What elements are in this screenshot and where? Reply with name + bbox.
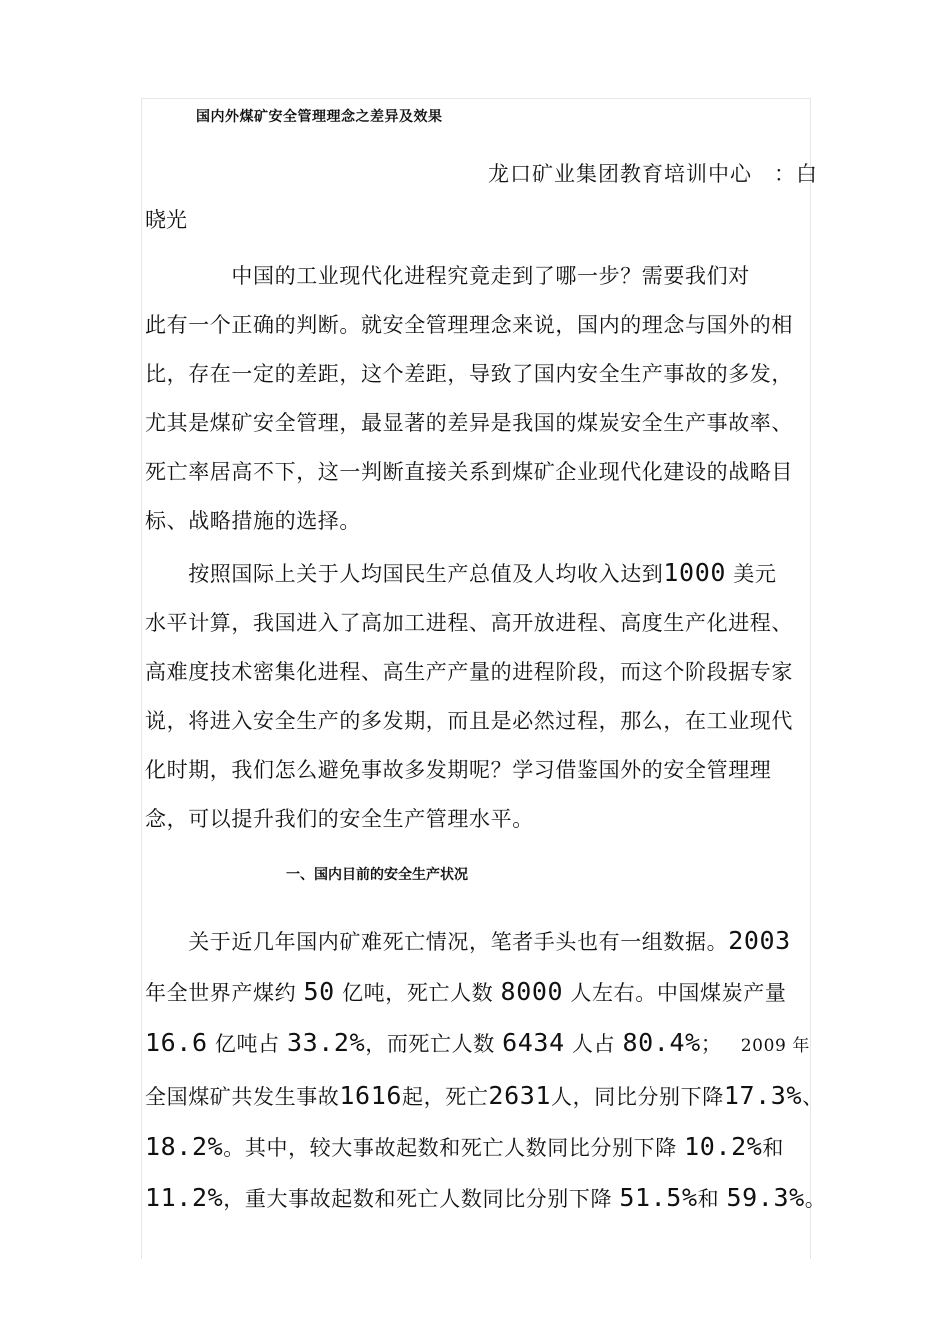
paragraph-2 (145, 548, 815, 844)
paragraph-line (145, 1173, 827, 1224)
paragraph-line (145, 967, 815, 1018)
text-run: 和 (762, 1136, 785, 1160)
text-run: 、 (802, 1085, 824, 1109)
number-run: 33.2% (286, 1028, 366, 1057)
number-run: 18.2% (145, 1132, 224, 1161)
number-run: 8000 (500, 977, 564, 1006)
paragraph-3 (145, 916, 827, 1224)
text-run: 2009 年 (740, 1036, 811, 1056)
text-run: 。其中，较大事故起数和死亡人数同比分别下降 (223, 1136, 685, 1160)
text-run: 人左右。中国煤炭产量 (563, 981, 787, 1005)
number-run: 17.3% (723, 1081, 803, 1110)
number-run: 1000 (663, 558, 727, 587)
paragraph-line: 此有一个正确的判断。就安全管理理念来说，国内的理念与国外的相 (145, 313, 793, 337)
number-run: 16.6 (145, 1028, 208, 1057)
paragraph-line: 中国的工业现代化进程究竟走到了哪一步？需要我们对 (145, 264, 750, 288)
paragraph-line (145, 1071, 824, 1122)
text-run: ，而死亡人数 (365, 1032, 503, 1056)
number-run: 11.2% (145, 1183, 224, 1212)
text-run: 。 (804, 1187, 827, 1211)
number-run: 2631 (488, 1081, 552, 1110)
paragraph-line: 化时期，我们怎么避免事故多发期呢？学习借鉴国外的安全管理理 (145, 758, 772, 782)
document-title: 国内外煤矿安全管理理念之差异及效果 (196, 109, 443, 125)
author-line-continued: 晓光 (145, 208, 187, 232)
text-run: 按照国际上关于人均国民生产总值及人均收入达到 (145, 562, 664, 586)
number-run: 50 (303, 977, 335, 1006)
number-run: 2003 (728, 926, 791, 955)
text-run: 亿吨占 (207, 1032, 287, 1056)
text-run: 起，死亡 (402, 1085, 489, 1109)
text-run: 关于近几年国内矿难死亡情况，笔者手头也有一组数据。 (145, 930, 729, 954)
text-run: 全国煤矿共发生事故 (145, 1085, 340, 1109)
author-line: 龙口矿业集团教育培训中心 ：白 (488, 162, 818, 186)
paragraph-1 (145, 252, 815, 546)
number-run: 10.2% (684, 1132, 763, 1161)
number-run: 6434 (502, 1028, 565, 1057)
paragraph-line: 标、战略措施的选择。 (145, 509, 361, 533)
section-heading: 一、国内目前的安全生产状况 (286, 867, 468, 883)
text-run: ； (700, 1032, 741, 1056)
paragraph-line: 说，将进入安全生产的多发期，而且是必然过程，那么，在工业现代 (145, 709, 793, 733)
paragraph-line: 死亡率居高不下，这一判断直接关系到煤矿企业现代化建设的战略目 (145, 460, 793, 484)
paragraph-line: 念，可以提升我们的安全生产管理水平。 (145, 807, 534, 831)
paragraph-line (145, 916, 815, 967)
paragraph-line (145, 1018, 815, 1071)
number-run: 51.5% (619, 1183, 698, 1212)
text-run: 美元 (726, 562, 777, 586)
paragraph-line (145, 548, 815, 599)
number-run: 59.3% (726, 1183, 805, 1212)
number-run: 1616 (339, 1081, 403, 1110)
text-run: ，重大事故起数和死亡人数同比分别下降 (223, 1187, 620, 1211)
number-run: 80.4% (622, 1028, 701, 1057)
text-run: 年全世界产煤约 (145, 981, 304, 1005)
text-run: 人，同比分别下降 (551, 1085, 724, 1109)
paragraph-line: 水平计算，我国进入了高加工进程、高开放进程、高度生产化进程、 (145, 611, 793, 635)
paragraph-line: 尤其是煤矿安全管理，最显著的差异是我国的煤炭安全生产事故率、 (145, 411, 793, 435)
text-run: 和 (697, 1187, 727, 1211)
text-run: 人占 (564, 1032, 623, 1056)
paragraph-line (145, 1122, 815, 1173)
paragraph-line: 高难度技术密集化进程、高生产产量的进程阶段，而这个阶段据专家 (145, 660, 793, 684)
paragraph-line: 比，存在一定的差距，这个差距，导致了国内安全生产事故的多发， (145, 362, 793, 386)
text-run: 亿吨，死亡人数 (334, 981, 501, 1005)
